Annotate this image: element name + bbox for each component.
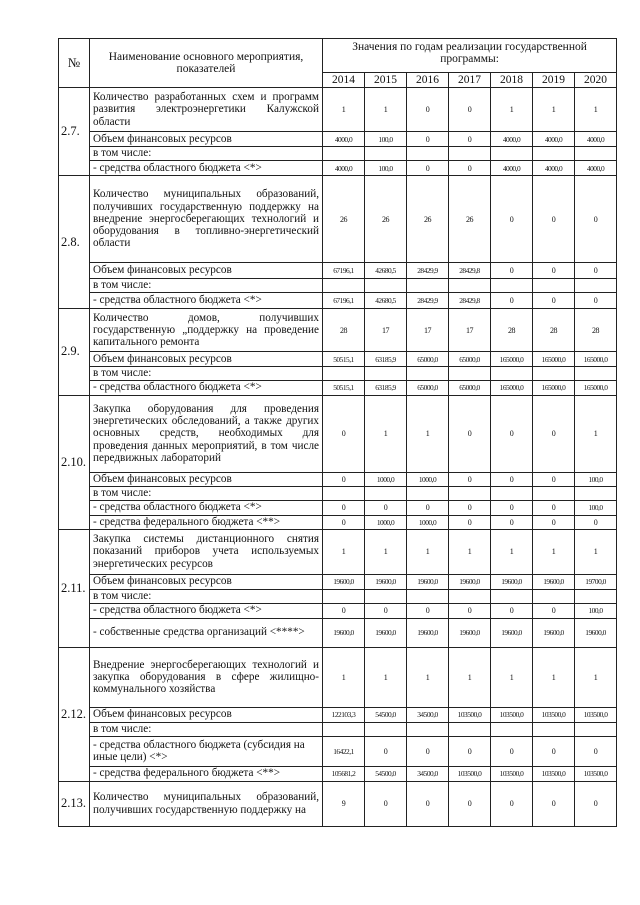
value-cell	[533, 486, 575, 500]
value-cell: 1	[449, 647, 491, 707]
value-cell	[407, 367, 449, 381]
table-row	[59, 88, 617, 132]
value-cell	[575, 486, 617, 500]
value-cell: 1	[575, 88, 617, 132]
table-row	[59, 736, 617, 766]
year-header: 2015	[365, 73, 407, 88]
value-cell: 100,0	[575, 472, 617, 486]
value-cell: 105681,2	[323, 766, 365, 781]
table-row	[59, 618, 617, 647]
value-cell: 28429,8	[449, 263, 491, 279]
value-cell	[491, 147, 533, 161]
value-cell: 19600,0	[323, 618, 365, 647]
value-cell: 28429,9	[407, 293, 449, 309]
table-row	[59, 279, 617, 293]
value-cell: 19600,0	[365, 574, 407, 589]
value-cell: 165000,0	[575, 380, 617, 395]
value-cell	[533, 279, 575, 293]
value-cell: 1000,0	[407, 515, 449, 529]
value-cell: 0	[449, 395, 491, 472]
item-number: 2.13.	[59, 781, 90, 826]
value-cell	[491, 589, 533, 603]
value-cell: 0	[491, 395, 533, 472]
value-cell: 0	[449, 500, 491, 515]
value-cell: 0	[575, 781, 617, 826]
indicator-name: Количество муниципальных образований, получивших государственную поддержку на внедрение энергосберегающих технологий и оборудования в топливно-энергетический области	[90, 176, 323, 263]
value-cell: 0	[407, 500, 449, 515]
indicator-name: Количество разработанных схем и программ развития электроэнергетики Калужской области	[90, 88, 323, 132]
value-cell: 0	[449, 736, 491, 766]
value-cell: 1	[533, 88, 575, 132]
table-row	[59, 161, 617, 176]
value-cell: 42680,5	[365, 263, 407, 279]
value-cell: 0	[575, 293, 617, 309]
value-cell: 17	[407, 309, 449, 352]
table-row	[59, 367, 617, 381]
item-number: 2.9.	[59, 309, 90, 396]
value-cell	[449, 589, 491, 603]
value-cell: 100,0	[575, 500, 617, 515]
value-cell	[491, 486, 533, 500]
value-cell: 4000,0	[491, 132, 533, 147]
value-cell: 4000,0	[323, 161, 365, 176]
value-cell: 0	[365, 603, 407, 618]
value-cell	[407, 147, 449, 161]
value-cell	[491, 279, 533, 293]
indicator-subrow-label: - средства федерального бюджета <**>	[90, 515, 323, 529]
value-cell: 19600,0	[533, 618, 575, 647]
table-row	[59, 293, 617, 309]
indicator-subrow-label: - средства областного бюджета <*>	[90, 380, 323, 395]
indicator-subrow-label: Объем финансовых ресурсов	[90, 263, 323, 279]
value-cell: 103500,0	[491, 766, 533, 781]
year-header: 2018	[491, 73, 533, 88]
value-cell	[575, 147, 617, 161]
value-cell: 0	[533, 500, 575, 515]
number-column-header: №	[59, 39, 90, 88]
value-cell: 1	[575, 529, 617, 574]
value-cell: 65000,0	[407, 380, 449, 395]
year-header: 2020	[575, 73, 617, 88]
indicator-subrow-label: Объем финансовых ресурсов	[90, 707, 323, 722]
value-cell: 0	[491, 293, 533, 309]
value-cell: 28429,9	[407, 263, 449, 279]
value-cell	[575, 367, 617, 381]
indicator-subrow-label: - средства федерального бюджета <**>	[90, 766, 323, 781]
value-cell: 4000,0	[533, 132, 575, 147]
indicator-subrow-label: - средства областного бюджета <*>	[90, 500, 323, 515]
value-cell: 54500,0	[365, 766, 407, 781]
table-row	[59, 132, 617, 147]
value-cell	[323, 722, 365, 736]
table-row	[59, 147, 617, 161]
indicator-subrow-label: - средства областного бюджета <*>	[90, 293, 323, 309]
value-cell: 26	[365, 176, 407, 263]
value-cell	[323, 589, 365, 603]
value-cell: 0	[575, 515, 617, 529]
value-cell: 16422,1	[323, 736, 365, 766]
table-row	[59, 589, 617, 603]
value-cell: 19600,0	[407, 574, 449, 589]
value-cell: 28	[533, 309, 575, 352]
value-cell: 0	[491, 472, 533, 486]
value-cell: 1	[575, 647, 617, 707]
value-cell: 9	[323, 781, 365, 826]
value-cell: 122103,3	[323, 707, 365, 722]
value-cell: 0	[407, 603, 449, 618]
value-cell	[323, 147, 365, 161]
table-row	[59, 781, 617, 826]
value-cell: 34500,0	[407, 766, 449, 781]
value-cell: 1	[533, 647, 575, 707]
value-cell: 1	[491, 529, 533, 574]
value-cell: 0	[323, 395, 365, 472]
value-cell: 0	[533, 263, 575, 279]
value-cell: 65000,0	[449, 380, 491, 395]
table-row	[59, 722, 617, 736]
value-cell: 0	[491, 176, 533, 263]
table-header	[59, 39, 617, 88]
value-cell: 1	[365, 88, 407, 132]
year-header: 2017	[449, 73, 491, 88]
value-cell: 165000,0	[533, 380, 575, 395]
value-cell	[491, 722, 533, 736]
value-cell	[533, 722, 575, 736]
value-cell: 17	[365, 309, 407, 352]
value-cell: 19600,0	[491, 574, 533, 589]
table-row	[59, 352, 617, 367]
value-cell	[449, 486, 491, 500]
table-row	[59, 707, 617, 722]
value-cell: 4000,0	[575, 132, 617, 147]
value-cell: 19600,0	[449, 618, 491, 647]
value-cell: 1000,0	[365, 472, 407, 486]
value-cell: 165000,0	[491, 352, 533, 367]
value-cell: 1	[323, 647, 365, 707]
value-cell	[575, 589, 617, 603]
value-cell	[575, 722, 617, 736]
value-cell: 65000,0	[407, 352, 449, 367]
value-cell: 65000,0	[449, 352, 491, 367]
value-cell	[365, 279, 407, 293]
value-cell	[407, 486, 449, 500]
table-row	[59, 380, 617, 395]
value-cell: 0	[407, 161, 449, 176]
value-cell: 103500,0	[533, 707, 575, 722]
value-cell: 0	[449, 161, 491, 176]
value-cell: 0	[407, 736, 449, 766]
values-column-header: Значения по годам реализации государственной программы:	[323, 39, 617, 73]
item-number: 2.8.	[59, 176, 90, 309]
value-cell: 19600,0	[449, 574, 491, 589]
indicator-subrow-label: Объем финансовых ресурсов	[90, 472, 323, 486]
value-cell	[323, 279, 365, 293]
table-row	[59, 500, 617, 515]
value-cell: 1	[323, 529, 365, 574]
value-cell: 0	[491, 781, 533, 826]
value-cell: 19600,0	[533, 574, 575, 589]
value-cell: 67196,1	[323, 263, 365, 279]
value-cell: 1	[407, 647, 449, 707]
indicator-subrow-label: в том числе:	[90, 279, 323, 293]
value-cell: 0	[449, 472, 491, 486]
indicator-subrow-label: в том числе:	[90, 147, 323, 161]
value-cell: 1000,0	[407, 472, 449, 486]
value-cell: 0	[491, 515, 533, 529]
value-cell: 34500,0	[407, 707, 449, 722]
indicator-subrow-label: в том числе:	[90, 589, 323, 603]
item-number: 2.10.	[59, 395, 90, 529]
value-cell: 165000,0	[575, 352, 617, 367]
value-cell: 103500,0	[449, 707, 491, 722]
value-cell: 0	[449, 88, 491, 132]
item-number: 2.7.	[59, 88, 90, 176]
item-number: 2.12.	[59, 647, 90, 781]
value-cell: 63185,9	[365, 380, 407, 395]
value-cell: 4000,0	[323, 132, 365, 147]
value-cell: 0	[533, 603, 575, 618]
value-cell	[533, 147, 575, 161]
value-cell: 0	[449, 132, 491, 147]
value-cell: 100,0	[365, 132, 407, 147]
value-cell	[407, 589, 449, 603]
value-cell	[449, 147, 491, 161]
value-cell: 1	[323, 88, 365, 132]
indicator-subrow-label: в том числе:	[90, 367, 323, 381]
value-cell: 1	[365, 395, 407, 472]
value-cell: 0	[533, 293, 575, 309]
value-cell: 0	[449, 515, 491, 529]
value-cell: 0	[491, 263, 533, 279]
value-cell: 0	[491, 603, 533, 618]
value-cell: 0	[491, 500, 533, 515]
value-cell: 4000,0	[533, 161, 575, 176]
value-cell	[365, 147, 407, 161]
value-cell	[365, 589, 407, 603]
value-cell: 1	[491, 88, 533, 132]
indicator-name: Внедрение энергосберегающих технологий и закупка оборудования в сфере жилищно-коммунального хозяйства	[90, 647, 323, 707]
value-cell: 19600,0	[491, 618, 533, 647]
value-cell: 0	[365, 500, 407, 515]
value-cell: 4000,0	[491, 161, 533, 176]
value-cell	[449, 279, 491, 293]
table-row	[59, 647, 617, 707]
table-row	[59, 574, 617, 589]
indicator-subrow-label: - средства областного бюджета <*>	[90, 161, 323, 176]
value-cell: 0	[575, 736, 617, 766]
indicator-subrow-label: - средства областного бюджета <*>	[90, 603, 323, 618]
value-cell: 0	[407, 781, 449, 826]
value-cell: 19600,0	[575, 618, 617, 647]
value-cell	[491, 367, 533, 381]
value-cell: 0	[533, 395, 575, 472]
value-cell: 63185,9	[365, 352, 407, 367]
value-cell: 67196,1	[323, 293, 365, 309]
value-cell	[575, 279, 617, 293]
year-header: 2019	[533, 73, 575, 88]
value-cell: 0	[407, 88, 449, 132]
table-row	[59, 395, 617, 472]
value-cell: 19600,0	[365, 618, 407, 647]
indicator-name: Закупка системы дистанционного снятия показаний приборов учета используемых энергетических ресурсов	[90, 529, 323, 574]
table-row	[59, 766, 617, 781]
value-cell: 50515,1	[323, 380, 365, 395]
value-cell: 1	[407, 529, 449, 574]
value-cell	[365, 486, 407, 500]
value-cell: 0	[323, 472, 365, 486]
value-cell: 1	[407, 395, 449, 472]
indicator-subrow-label: Объем финансовых ресурсов	[90, 132, 323, 147]
indicator-subrow-label: - средства областного бюджета (субсидия на иные цели) <*>	[90, 736, 323, 766]
value-cell: 50515,1	[323, 352, 365, 367]
value-cell: 1	[365, 529, 407, 574]
value-cell: 103500,0	[575, 766, 617, 781]
value-cell: 1	[533, 529, 575, 574]
value-cell: 0	[533, 736, 575, 766]
value-cell: 28	[491, 309, 533, 352]
value-cell: 26	[323, 176, 365, 263]
value-cell: 19600,0	[407, 618, 449, 647]
year-header: 2016	[407, 73, 449, 88]
table-row	[59, 515, 617, 529]
indicator-subrow-label: в том числе:	[90, 722, 323, 736]
program-indicators-table	[58, 38, 617, 827]
name-column-header: Наименование основного мероприятия, показателей	[90, 39, 323, 88]
value-cell: 0	[365, 736, 407, 766]
value-cell	[449, 367, 491, 381]
value-cell: 0	[575, 263, 617, 279]
value-cell: 0	[533, 472, 575, 486]
value-cell	[365, 367, 407, 381]
value-cell: 54500,0	[365, 707, 407, 722]
value-cell	[323, 367, 365, 381]
value-cell: 103500,0	[575, 707, 617, 722]
value-cell: 28429,8	[449, 293, 491, 309]
value-cell: 165000,0	[491, 380, 533, 395]
table-row	[59, 309, 617, 352]
indicator-subrow-label: Объем финансовых ресурсов	[90, 352, 323, 367]
table-row	[59, 603, 617, 618]
value-cell	[323, 486, 365, 500]
value-cell: 0	[533, 781, 575, 826]
value-cell: 0	[533, 515, 575, 529]
value-cell: 0	[365, 781, 407, 826]
value-cell: 28	[575, 309, 617, 352]
value-cell: 103500,0	[449, 766, 491, 781]
indicator-name: Количество домов, получивших государственную „поддержку на проведение капитального ремонта	[90, 309, 323, 352]
value-cell	[533, 367, 575, 381]
indicator-subrow-label: в том числе:	[90, 486, 323, 500]
value-cell: 42680,5	[365, 293, 407, 309]
indicator-name: Закупка оборудования для проведения энергетических обследований, а также других основных средств, необходимых для проведения данных мероприятий, в том числе передвижных лабораторий	[90, 395, 323, 472]
value-cell	[365, 722, 407, 736]
value-cell: 0	[323, 515, 365, 529]
item-number: 2.11.	[59, 529, 90, 647]
year-header: 2014	[323, 73, 365, 88]
value-cell: 1	[575, 395, 617, 472]
value-cell: 1	[491, 647, 533, 707]
table-body	[59, 88, 617, 827]
table-row	[59, 486, 617, 500]
value-cell: 0	[407, 132, 449, 147]
value-cell: 100,0	[575, 603, 617, 618]
value-cell: 4000,0	[575, 161, 617, 176]
value-cell: 103500,0	[491, 707, 533, 722]
value-cell	[449, 722, 491, 736]
value-cell	[407, 722, 449, 736]
value-cell: 26	[407, 176, 449, 263]
indicator-name: Количество муниципальных образований, получивших государственную поддержку на	[90, 781, 323, 826]
value-cell	[533, 589, 575, 603]
value-cell: 103500,0	[533, 766, 575, 781]
value-cell: 1	[365, 647, 407, 707]
table-row	[59, 263, 617, 279]
value-cell: 0	[449, 781, 491, 826]
value-cell: 165000,0	[533, 352, 575, 367]
value-cell: 0	[491, 736, 533, 766]
value-cell: 100,0	[365, 161, 407, 176]
value-cell: 19600,0	[323, 574, 365, 589]
value-cell: 0	[575, 176, 617, 263]
value-cell: 0	[533, 176, 575, 263]
value-cell: 19700,0	[575, 574, 617, 589]
value-cell: 26	[449, 176, 491, 263]
value-cell: 0	[323, 500, 365, 515]
indicator-subrow-label: - собственные средства организаций <****>	[90, 618, 323, 647]
value-cell: 1	[449, 529, 491, 574]
value-cell: 0	[323, 603, 365, 618]
indicator-subrow-label: Объем финансовых ресурсов	[90, 574, 323, 589]
table-row	[59, 529, 617, 574]
table-row	[59, 176, 617, 263]
value-cell: 28	[323, 309, 365, 352]
value-cell: 17	[449, 309, 491, 352]
value-cell	[407, 279, 449, 293]
value-cell: 1000,0	[365, 515, 407, 529]
value-cell: 0	[449, 603, 491, 618]
table-row	[59, 472, 617, 486]
